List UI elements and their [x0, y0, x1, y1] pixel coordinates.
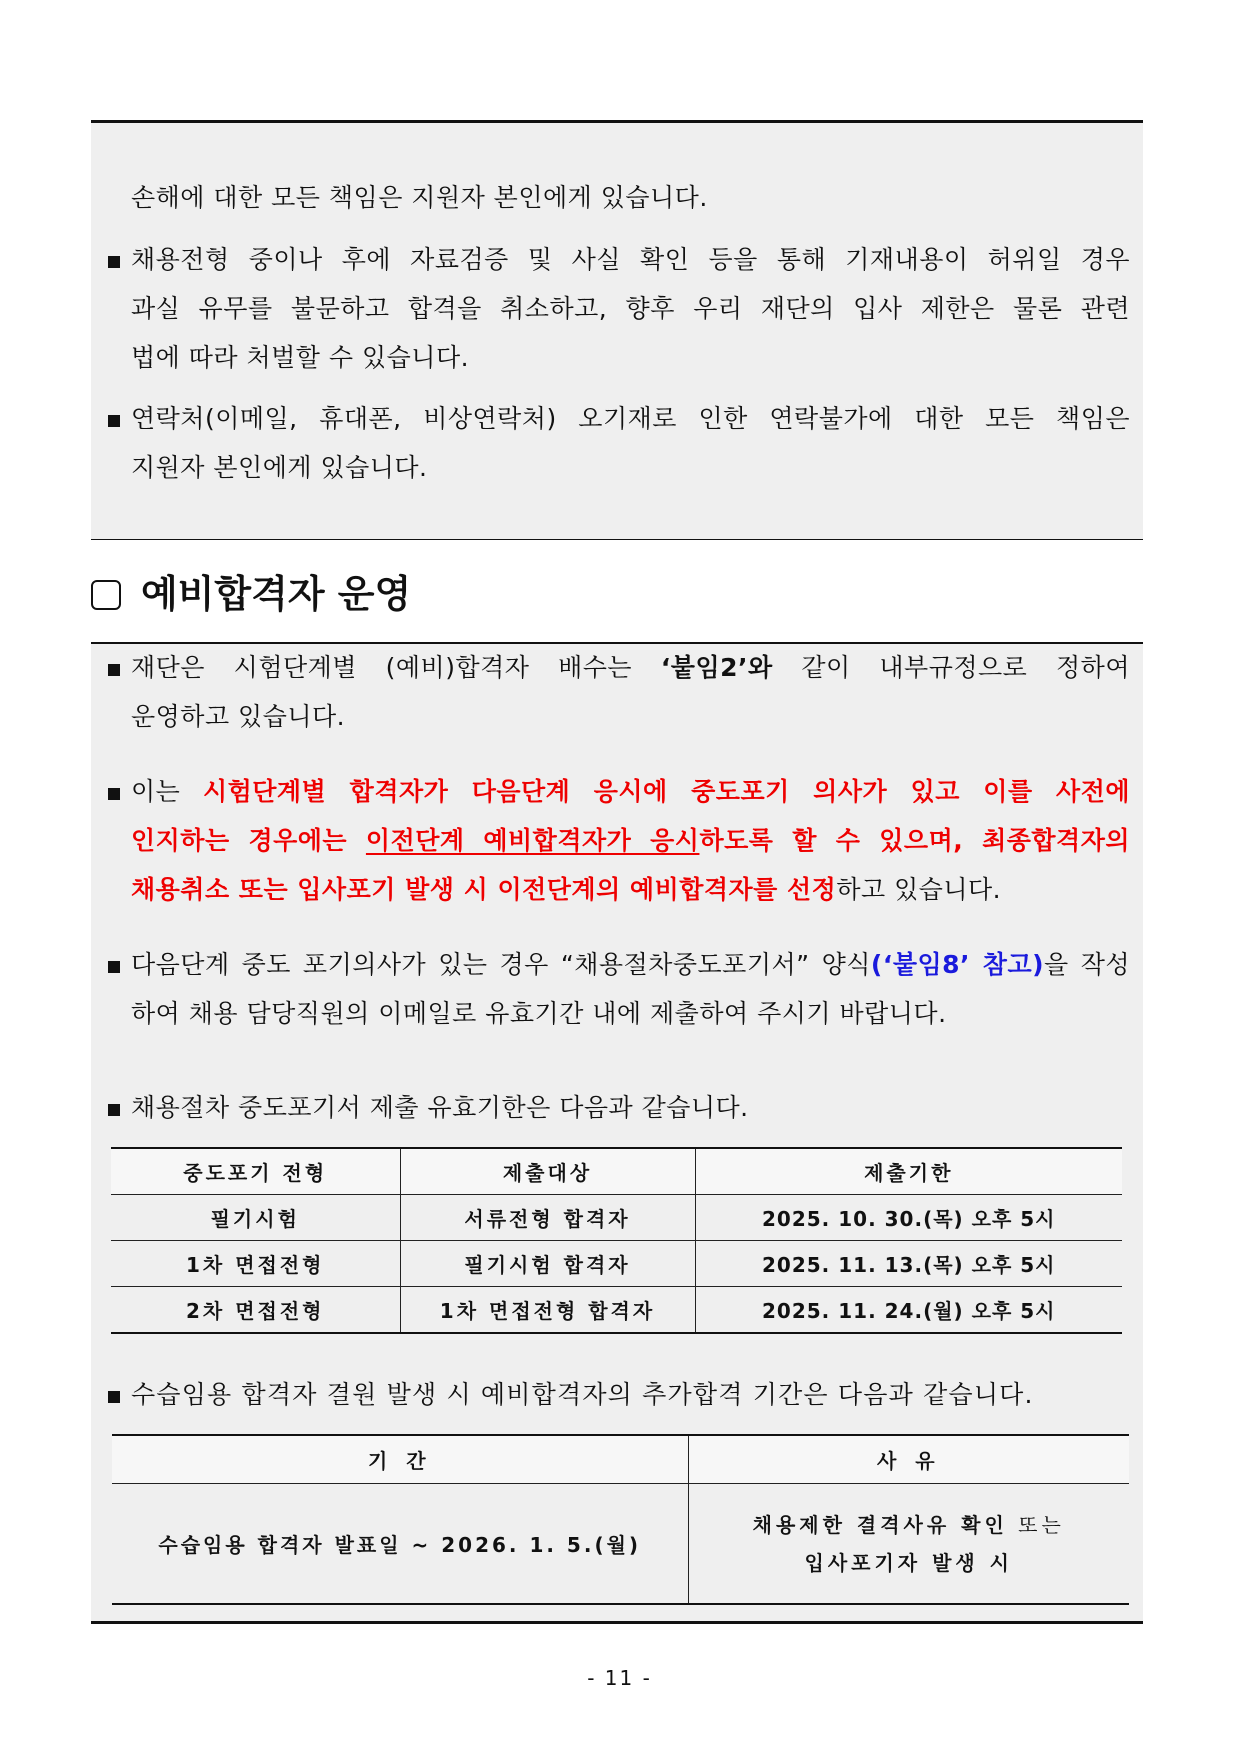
- reason-bold: 입사포기자 발생 시: [804, 1550, 1013, 1575]
- table-cell: 필기시험 합격자: [400, 1241, 695, 1287]
- table-header-cell: 제출대상: [400, 1148, 695, 1195]
- bullet2-emphasis: 시험단계별 합격자가 다음단계 응시에 중도포기 의사가 있고 이를 사전에: [202, 777, 1130, 806]
- table-header-cell: 사 유: [688, 1435, 1129, 1484]
- table-cell: 2차 면접전형: [111, 1287, 400, 1334]
- table-row: [111, 1287, 1122, 1334]
- bullet1-line1: [131, 653, 1130, 683]
- bullet2-underlined: 이전단계 예비합격자가 응시: [365, 826, 700, 855]
- checkbox-square-icon: [91, 580, 121, 610]
- table-cell: 2025. 10. 30.(목) 오후 5시: [695, 1195, 1122, 1241]
- bullet-square-icon: [108, 1104, 120, 1116]
- table-header-cell: 기 간: [112, 1435, 688, 1484]
- bullet2-emphasis: 하도록 할 수 있으며, 최종합격자의: [699, 826, 1130, 855]
- bullet2-line1: [131, 777, 1130, 807]
- table-cell: 1차 면접전형 합격자: [400, 1287, 695, 1334]
- reason-bold: 채용제한 결격사유 확인: [752, 1512, 1008, 1537]
- bullet2-line3: [131, 875, 1001, 905]
- bullet-square-icon: [108, 664, 120, 676]
- notice-bullet-line: 채용전형 중이나 후에 자료검증 및 사실 확인 등을 통해 기재내용이 허위일 경우: [131, 245, 1130, 274]
- bullet-square-icon: [108, 788, 120, 800]
- additional-pass-table: [112, 1434, 1129, 1605]
- reason-cell: [688, 1484, 1129, 1605]
- table-cell: 필기시험: [111, 1195, 400, 1241]
- continuation-line: 손해에 대한 모든 책임은 지원자 본인에게 있습니다.: [131, 183, 708, 212]
- table-header-row: [112, 1435, 1129, 1484]
- bullet1-line2: 운영하고 있습니다.: [131, 702, 346, 731]
- table-header-row: [111, 1148, 1122, 1195]
- bullet2-post: 하고 있습니다.: [836, 875, 1002, 904]
- page-number: - 11 -: [587, 1666, 652, 1690]
- bullet3-pre: 다음단계 중도 포기의사가 있는 경우 “채용절차중도포기서” 양식: [131, 950, 871, 979]
- period-cell: 수습임용 합격자 발표일 ~ 2026. 1. 5.(월): [112, 1484, 688, 1605]
- bullet2-emphasis: 인지하는 경우에는: [131, 826, 366, 855]
- bullet1-pre: 재단은 시험단계별 (예비)합격자 배수는: [131, 653, 661, 682]
- table-row: [112, 1484, 1129, 1605]
- bullet-square-icon: [108, 415, 120, 427]
- table-header-cell: 제출기한: [695, 1148, 1122, 1195]
- table-cell: 서류전형 합격자: [400, 1195, 695, 1241]
- table-row: [111, 1241, 1122, 1287]
- bullet1-post: 같이 내부규정으로 정하여: [772, 653, 1130, 682]
- notice-bullet-line: 법에 따라 처벌할 수 있습니다.: [131, 343, 470, 372]
- bullet3-line1: [131, 950, 1130, 980]
- table-cell: 1차 면접전형: [111, 1241, 400, 1287]
- table-cell: 2025. 11. 13.(목) 오후 5시: [695, 1241, 1122, 1287]
- bullet5-text: 수습임용 합격자 결원 발생 시 예비합격자의 추가합격 기간은 다음과 같습니다.: [131, 1380, 1034, 1409]
- section-heading: 예비합격자 운영: [141, 572, 412, 616]
- bullet3-post: 을 작성: [1044, 950, 1130, 979]
- withdrawal-deadline-table: [111, 1147, 1122, 1334]
- attachment2-ref: ‘붙임2’와: [660, 653, 773, 682]
- table-cell: 2025. 11. 24.(월) 오후 5시: [695, 1287, 1122, 1334]
- notice-bullet-line: 지원자 본인에게 있습니다.: [131, 453, 428, 482]
- bullet4-text: 채용절차 중도포기서 제출 유효기한은 다음과 같습니다.: [131, 1093, 749, 1122]
- reason-plain: 또는: [1007, 1512, 1065, 1537]
- table-row: [111, 1195, 1122, 1241]
- bullet-square-icon: [108, 256, 120, 268]
- bullet3-line2: 하여 채용 담당직원의 이메일로 유효기간 내에 제출하여 주시기 바랍니다.: [131, 999, 947, 1028]
- bullet-square-icon: [108, 1391, 120, 1403]
- table-header-cell: 중도포기 전형: [111, 1148, 400, 1195]
- bullet-square-icon: [108, 961, 120, 973]
- bullet2-line2: [131, 826, 1130, 856]
- attachment8-ref: (‘붙임8’ 참고): [870, 950, 1045, 979]
- notice-bullet-line: 과실 유무를 불문하고 합격을 취소하고, 향후 우리 재단의 입사 제한은 물론 관련: [131, 294, 1130, 323]
- bullet2-emphasis: 채용취소 또는 입사포기 발생 시 이전단계의 예비합격자를 선정: [131, 875, 837, 904]
- notice-bullet-line: 연락처(이메일, 휴대폰, 비상연락처) 오기재로 인한 연락불가에 대한 모든 책임은: [131, 404, 1130, 433]
- bullet2-pre: 이는: [131, 777, 203, 806]
